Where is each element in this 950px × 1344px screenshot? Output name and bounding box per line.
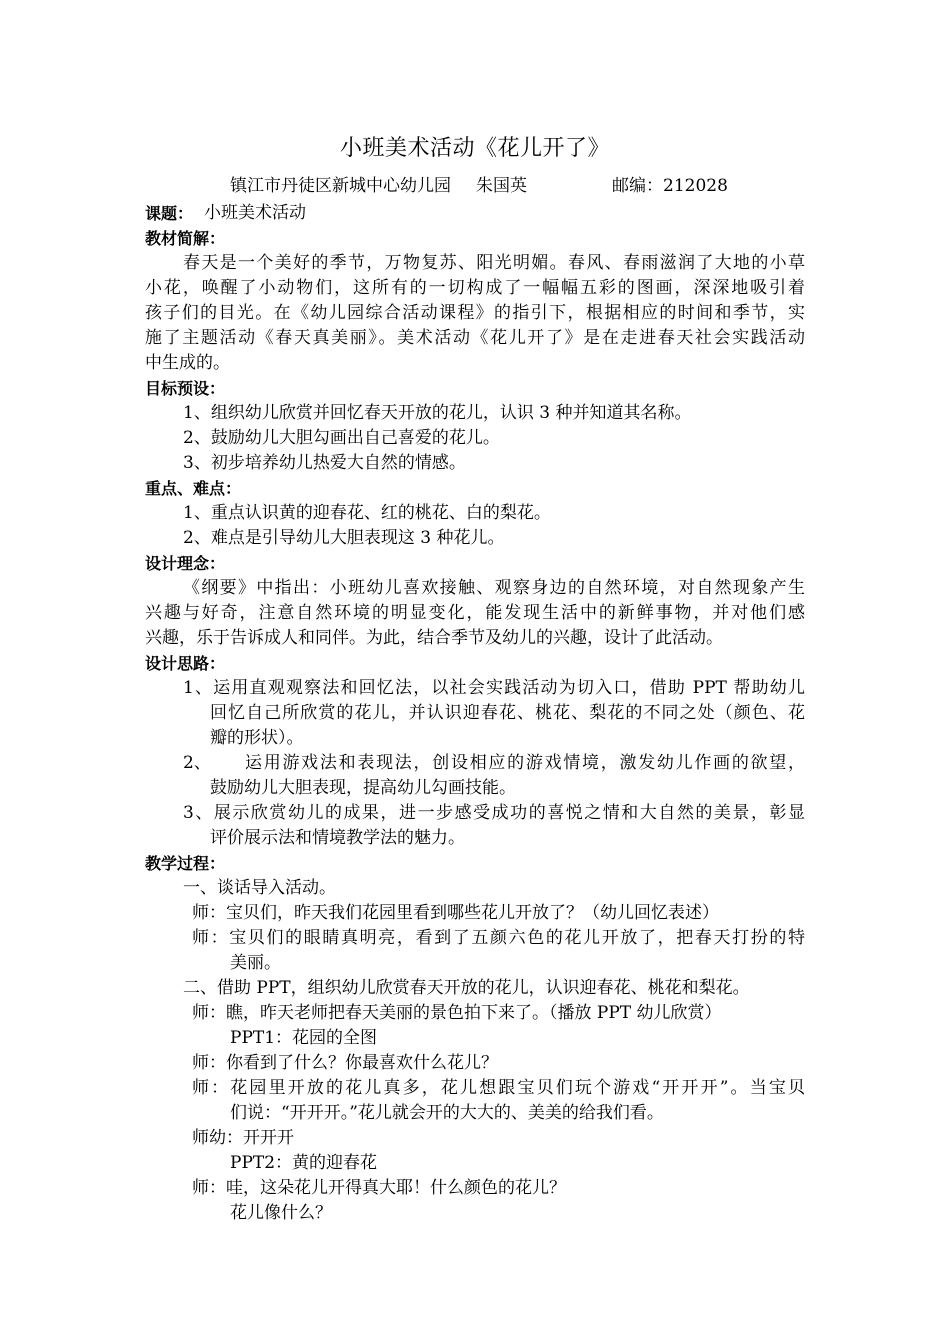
- process-line: 一、谈话导入活动。: [183, 878, 336, 898]
- idea-line: 回忆自己所欣赏的花儿，并认识迎春花、桃花、梨花的不同之处（颜色、花: [210, 703, 805, 723]
- intro-line: 孩子们的目光。在《幼儿园综合活动课程》的指引下，根据相应的时间和季节，实: [145, 303, 805, 323]
- process-line: 师幼：开开开: [192, 1128, 294, 1148]
- goal-item: 3、初步培养幼儿热爱大自然的情感。: [183, 453, 466, 473]
- process-line: 美丽。: [230, 953, 281, 973]
- keypoint-item: 1、重点认识黄的迎春花、红的桃花、白的梨花。: [183, 503, 551, 523]
- process-line: 二、借助 PPT，组织幼儿欣赏春天开放的花儿，认识迎春花、桃花和梨花。: [183, 978, 750, 998]
- byline-postcode: 邮编：212028: [612, 176, 728, 196]
- idea-line: 鼓励幼儿大胆表现，提高幼儿勾画技能。: [210, 778, 516, 798]
- concept-line: 《纲要》中指出：小班幼儿喜欢接触、观察身边的自然环境，对自然现象产生: [183, 578, 805, 598]
- topic-value: 小班美术活动: [204, 203, 306, 223]
- goals-heading: 目标预设：: [145, 379, 226, 398]
- process-line: 师：哇，这朵花儿开得真大耶！什么颜色的花儿？: [192, 1178, 566, 1198]
- goal-item: 2、鼓励幼儿大胆勾画出自己喜爱的花儿。: [183, 428, 500, 448]
- concept-heading: 设计理念：: [145, 554, 226, 573]
- process-line: 师：瞧，昨天老师把春天美丽的景色拍下来了。（播放 PPT 幼儿欣赏）: [192, 1003, 722, 1023]
- intro-heading: 教材简解：: [145, 229, 226, 248]
- byline-author: 朱国英: [476, 176, 527, 196]
- process-line: 师：宝贝们，昨天我们花园里看到哪些花儿开放了？（幼儿回忆表述）: [192, 903, 719, 923]
- keypoint-item: 2、难点是引导幼儿大胆表现这 3 种花儿。: [183, 528, 505, 548]
- intro-line: 春天是一个美好的季节，万物复苏、阳光明媚。春风、春雨滋润了大地的小草: [183, 253, 805, 273]
- ideas-heading: 设计思路：: [145, 654, 226, 673]
- process-line: 们说：“开开开。”花儿就会开的大大的、美美的给我们看。: [230, 1103, 664, 1123]
- process-line: 花儿像什么？: [230, 1203, 332, 1223]
- idea-line: 评价展示法和情境教学法的魅力。: [210, 828, 465, 848]
- concept-line: 兴趣与好奇，注意自然环境的明显变化，能发现生活中的新鲜事物，并对他们感: [145, 603, 805, 623]
- document-title: 小班美术活动《花儿开了》: [339, 136, 610, 161]
- concept-line: 兴趣，乐于告诉成人和同伴。为此，结合季节及幼儿的兴趣，设计了此活动。: [145, 628, 723, 648]
- idea-line: 1、运用直观观察法和回忆法，以社会实践活动为切入口，借助 PPT 帮助幼儿: [183, 678, 805, 698]
- process-heading: 教学过程：: [145, 854, 226, 873]
- intro-line: 施了主题活动《春天真美丽》。美术活动《花儿开了》是在走进春天社会实践活动: [145, 328, 805, 348]
- process-line: 师：宝贝们的眼睛真明亮，看到了五颜六色的花儿开放了，把春天打扮的特: [192, 928, 805, 948]
- idea-line: 运用游戏法和表现法，创设相应的游戏情境，激发幼儿作画的欲望，: [245, 753, 805, 773]
- topic-label: 课题：: [145, 204, 194, 223]
- byline-school: 镇江市丹徒区新城中心幼儿园: [230, 176, 451, 196]
- idea-line: 3、展示欣赏幼儿的成果，进一步感受成功的喜悦之情和大自然的美景，彰显: [183, 803, 805, 823]
- process-line: 师：你看到了什么？你最喜欢什么花儿？: [192, 1053, 498, 1073]
- goal-item: 1、组织幼儿欣赏并回忆春天开放的花儿，认识 3 种并知道其名称。: [183, 403, 692, 423]
- process-line: PPT1：花园的全图: [230, 1028, 378, 1048]
- idea-line: 2、: [183, 753, 211, 773]
- intro-line: 中生成的。: [145, 353, 230, 373]
- keypoints-heading: 重点、难点：: [145, 479, 242, 498]
- idea-line: 瓣的形状）。: [210, 728, 304, 748]
- process-line: 师：花园里开放的花儿真多，花儿想跟宝贝们玩个游戏“开开开”。当宝贝: [192, 1078, 805, 1098]
- intro-line: 小花，唤醒了小动物们，这所有的一切构成了一幅幅五彩的图画，深深地吸引着: [145, 278, 805, 298]
- process-line: PPT2：黄的迎春花: [230, 1153, 378, 1173]
